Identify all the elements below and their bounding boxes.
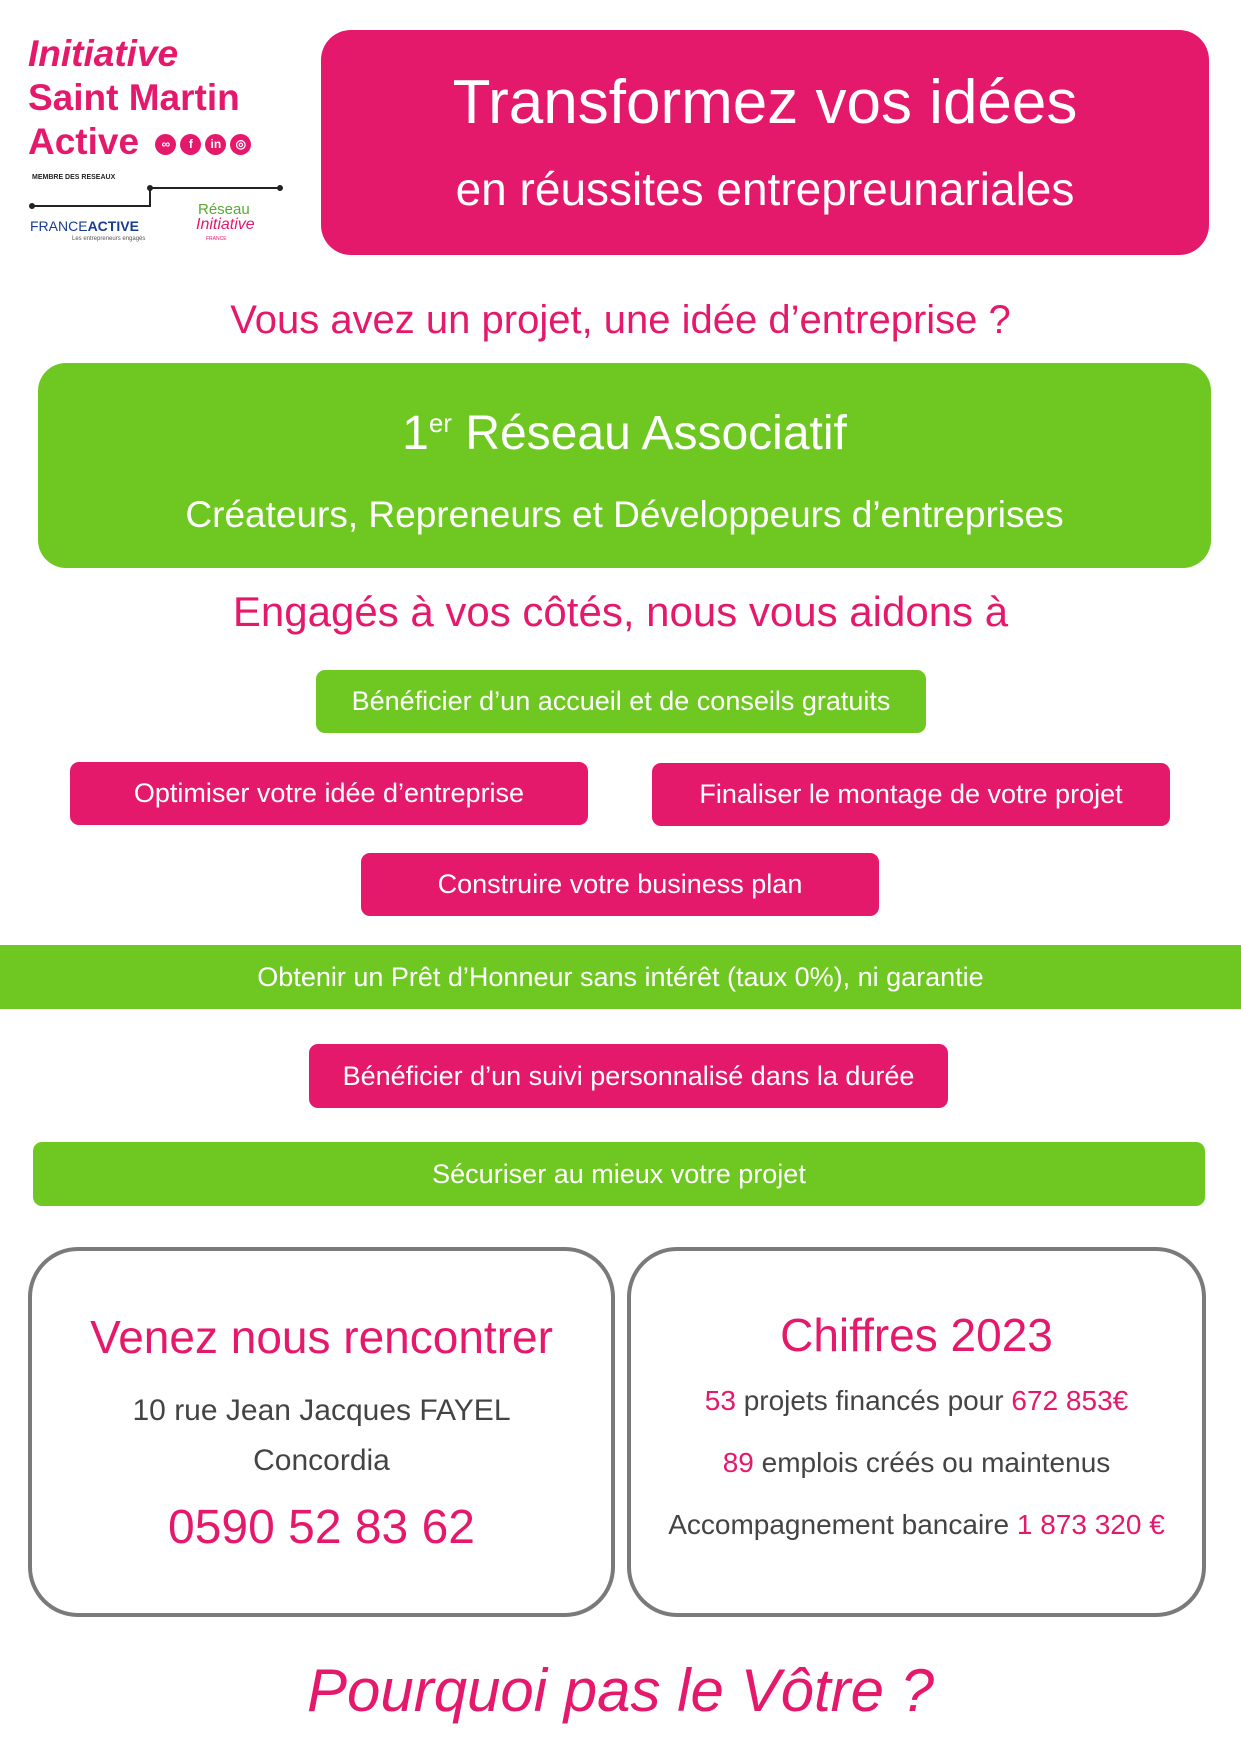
stat-jobs-text: emplois créés ou maintenus [753,1447,1111,1478]
contact-address-line2: Concordia [253,1443,390,1477]
stat-projects [705,1370,1128,1432]
logo-line-saint-martin: Saint Martin [28,77,240,118]
service-optimize-idea: Optimiser votre idée d’entreprise [70,762,588,825]
contact-title: Venez nous rencontrer [90,1310,553,1363]
service-secure-project: Sécuriser au mieux votre projet [33,1142,1205,1206]
network-rank-number: 1 [402,407,429,460]
service-honor-loan: Obtenir un Prêt d’Honneur sans intérêt (taux 0%), ni garantie [0,945,1241,1009]
france-active-logo [30,218,145,242]
service-finalize-project: Finaliser le montage de votre projet [652,763,1170,826]
contact-card [28,1247,615,1617]
service-business-plan: Construire votre business plan [361,853,879,916]
stat-bank [668,1494,1165,1556]
stat-bank-text: Accompagnement bancaire [668,1509,1017,1540]
hero-title: Transformez vos idées [452,67,1078,137]
reseau-france-text: FRANCE [206,236,227,242]
engaged-heading: Engagés à vos côtés, nous vous aidons à [232,588,1009,635]
service-personalized-follow-up: Bénéficier d’un suivi personnalisé dans la durée [309,1044,948,1108]
network-subtitle: Créateurs, Repreneurs et Développeurs d’entreprises [185,494,1064,535]
stat-projects-amount: 672 853€ [1011,1385,1129,1416]
france-active-text-b: ACTIVE [87,218,139,234]
logo-line-initiative: Initiative [28,33,179,74]
social-icons [155,134,251,155]
stats-title: Chiffres 2023 [780,1309,1053,1361]
stat-jobs [723,1432,1111,1494]
network-banner [38,363,1211,568]
stat-jobs-count: 89 [722,1447,754,1478]
network-title-text: Réseau Associatif [465,407,847,460]
instagram-icon[interactable]: ◎ [230,134,251,155]
network-rank-suffix: er [428,408,452,438]
closing-tagline: Pourquoi pas le Vôtre ? [306,1656,935,1724]
stat-projects-text: projets financés pour [735,1385,1012,1416]
hero-banner [321,30,1209,255]
france-active-text-a: FRANCE [30,218,88,234]
reseau-initiative-logo [184,202,255,247]
logo [28,32,288,242]
stat-projects-count: 53 [704,1385,736,1416]
stats-card [627,1247,1206,1617]
stat-bank-amount: 1 873 320 € [1016,1509,1165,1540]
logo-active-text: Active [28,121,140,162]
contact-phone[interactable]: 0590 52 83 62 [168,1500,475,1554]
linkedin-icon[interactable]: in [205,134,226,155]
reseau-text: Réseau [198,201,250,218]
facebook-icon[interactable]: f [180,134,201,155]
reseau-initiative-text: Initiative [196,216,255,233]
france-active-tagline: Les entrepreneurs engagés [72,236,146,242]
logo-line-active [28,120,288,164]
contact-address-line1: 10 rue Jean Jacques FAYEL [132,1393,511,1427]
network-title [402,394,847,463]
hero-subtitle: en réussites entrepreunariales [455,162,1075,215]
service-welcome-advice: Bénéficier d’un accueil et de conseils gratuits [316,670,926,733]
link-icon[interactable]: ∞ [155,134,176,155]
member-of-label: MEMBRE DES RESEAUX [32,174,116,181]
question-heading: Vous avez un projet, une idée d’entreprise ? [230,297,1011,342]
